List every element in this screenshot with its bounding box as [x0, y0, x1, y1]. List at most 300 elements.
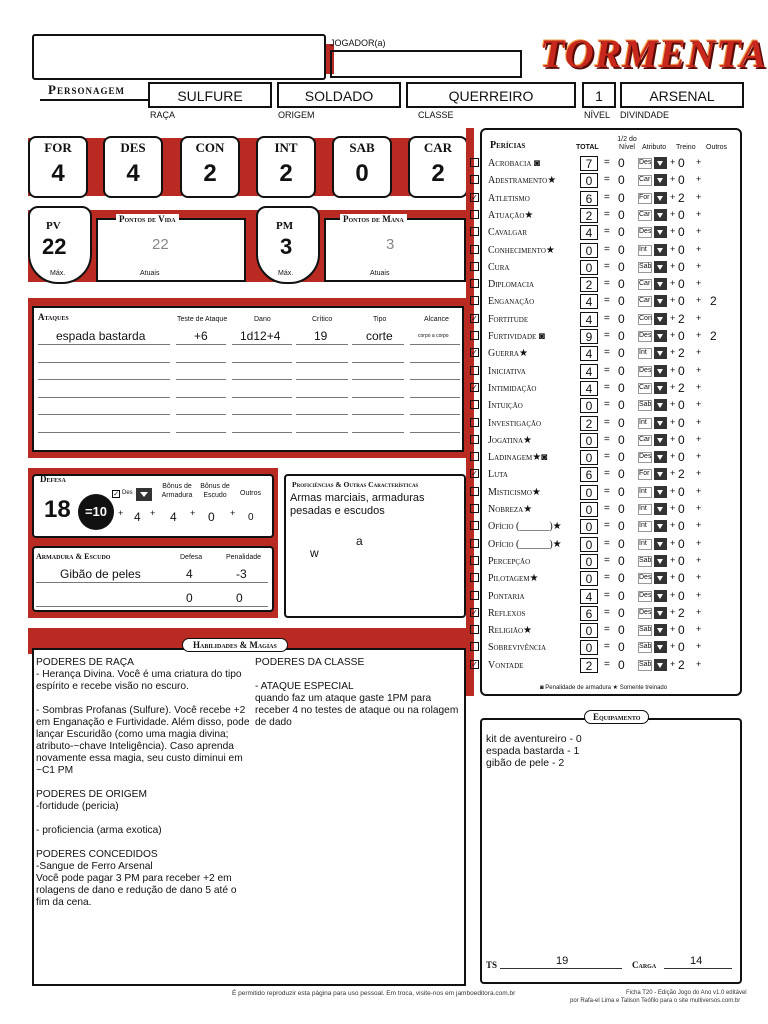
skill-row: [470, 398, 740, 415]
skill-trained-checkbox[interactable]: [470, 504, 479, 513]
skill-trained-checkbox[interactable]: [470, 331, 479, 340]
attack-line: [296, 344, 348, 345]
skill-attribute-dropdown[interactable]: [654, 572, 667, 584]
skill-attribute-dropdown[interactable]: [654, 157, 667, 169]
pm-current-label: Atuais: [370, 270, 390, 277]
skill-attribute-dropdown[interactable]: [654, 451, 667, 463]
skill-total[interactable]: 0: [580, 640, 598, 655]
skill-attribute-dropdown[interactable]: [654, 538, 667, 550]
skill-name: Investigação: [488, 417, 542, 429]
attacks-title: Ataques: [38, 312, 69, 322]
skill-training[interactable]: 0: [678, 242, 685, 257]
skill-total[interactable]: 4: [580, 364, 598, 379]
skill-name: Furtividade ◙: [488, 331, 545, 342]
shield-bonus-value[interactable]: 0: [208, 510, 215, 524]
skill-training[interactable]: 0: [678, 450, 685, 465]
pm-max-value: 3: [280, 234, 293, 259]
skill-half-level[interactable]: 0: [618, 640, 625, 655]
skill-total[interactable]: 0: [580, 554, 598, 569]
skill-attribute: Int: [638, 521, 652, 532]
skill-row: [470, 277, 740, 294]
skill-total[interactable]: 2: [580, 277, 598, 292]
skill-half-level[interactable]: 0: [618, 623, 625, 638]
skill-total[interactable]: 4: [580, 312, 598, 327]
ts-value[interactable]: 19: [556, 955, 569, 967]
skill-training[interactable]: 2: [678, 605, 685, 620]
classe-field[interactable]: [406, 82, 576, 108]
skill-attribute-dropdown[interactable]: [654, 590, 667, 602]
skill-half-level[interactable]: 0: [618, 156, 625, 170]
skill-trained-checkbox[interactable]: [470, 227, 479, 236]
attribute-name: DES: [120, 140, 146, 155]
skill-attribute-dropdown[interactable]: [654, 365, 667, 377]
skill-attribute-dropdown[interactable]: [654, 261, 667, 273]
skill-half-level[interactable]: 0: [618, 502, 625, 516]
attack-type[interactable]: corte: [366, 329, 393, 343]
skill-training[interactable]: 2: [678, 190, 685, 205]
skill-name: Ofício (______)★: [488, 521, 562, 533]
attribute-3[interactable]: [256, 136, 316, 198]
skill-trained-checkbox[interactable]: ✓: [471, 382, 478, 392]
attack-header-test: Teste de Ataque: [177, 316, 228, 323]
skill-attribute-dropdown[interactable]: [654, 174, 667, 186]
divindade-label: DIVINDADE: [620, 110, 670, 120]
plus-sign: +: [670, 589, 676, 600]
attack-name[interactable]: espada bastarda: [56, 329, 146, 343]
skill-training[interactable]: 0: [678, 640, 685, 655]
skill-training[interactable]: 0: [678, 588, 685, 603]
skill-trained-checkbox[interactable]: [470, 573, 479, 582]
skill-total[interactable]: 4: [580, 346, 598, 361]
pm-title: Pontos de Mana: [340, 214, 407, 224]
skill-total[interactable]: 0: [580, 502, 598, 517]
attack-line: [296, 432, 348, 433]
attribute-value[interactable]: 0: [355, 160, 369, 187]
skill-training[interactable]: 2: [678, 311, 685, 326]
skill-total[interactable]: 4: [580, 589, 598, 604]
attribute-name: FOR: [44, 140, 72, 155]
skill-half-level[interactable]: 0: [618, 605, 625, 620]
skill-half-level[interactable]: 0: [618, 225, 625, 240]
skill-total[interactable]: 0: [580, 519, 598, 534]
equipment-text[interactable]: kit de aventureiro - 0 espada bastarda - 1 gibão de pele - 2: [486, 733, 582, 769]
skill-trained-checkbox[interactable]: [470, 556, 479, 565]
plus-sign: +: [696, 554, 702, 565]
equals-sign: =: [604, 468, 610, 480]
equals-sign: =: [604, 226, 610, 238]
skill-attribute-dropdown[interactable]: [654, 226, 667, 238]
skill-attribute: Des: [638, 591, 652, 602]
skill-total[interactable]: 0: [580, 173, 598, 188]
skill-total[interactable]: 0: [580, 433, 598, 448]
divindade-value: ARSENAL: [649, 88, 715, 104]
character-name-field[interactable]: [32, 34, 326, 80]
skill-row: [470, 208, 740, 225]
pv-current-field[interactable]: [96, 218, 246, 282]
attack-header-type: Tipo: [373, 316, 387, 323]
skill-attribute-dropdown[interactable]: [654, 330, 667, 342]
divindade-field[interactable]: [620, 82, 744, 108]
skill-half-level[interactable]: 0: [618, 484, 625, 499]
proficiencies-text[interactable]: Armas marciais, armaduras pesadas e escudos: [290, 492, 425, 517]
skill-attribute-dropdown[interactable]: [654, 486, 667, 498]
skills-header-half-level: 1/2 do Nível: [617, 136, 637, 151]
skill-total[interactable]: 4: [580, 294, 598, 309]
skill-total[interactable]: 2: [580, 208, 598, 223]
pv-title: Pontos de Vida: [116, 214, 179, 224]
skill-row: [470, 225, 740, 242]
attack-line: [176, 397, 226, 398]
skill-name: Percepção: [488, 555, 531, 567]
skill-attribute: Des: [638, 158, 652, 169]
plus-sign: +: [670, 554, 676, 565]
skill-training[interactable]: 0: [678, 484, 685, 499]
skill-attribute: Int: [638, 487, 652, 498]
plus-sign: +: [670, 606, 676, 617]
skill-trained-checkbox[interactable]: ✓: [471, 659, 478, 669]
skill-trained-checkbox[interactable]: ✓: [471, 348, 478, 358]
attribute-2[interactable]: [180, 136, 240, 198]
skill-attribute: Int: [638, 245, 652, 256]
skill-training[interactable]: 0: [678, 156, 685, 170]
skill-attribute: Int: [638, 348, 652, 359]
skill-half-level[interactable]: 0: [618, 363, 625, 378]
skill-name: Conhecimento★: [488, 244, 555, 256]
equals-sign: =: [604, 399, 610, 411]
skill-training[interactable]: 2: [678, 467, 685, 482]
skill-trained-checkbox[interactable]: [470, 279, 479, 288]
skill-row: [470, 606, 740, 623]
attack-crit[interactable]: 19: [314, 329, 328, 343]
plus-sign: +: [696, 312, 702, 323]
attribute-value[interactable]: 2: [279, 160, 293, 187]
skill-total[interactable]: 0: [580, 450, 598, 465]
skill-training[interactable]: 0: [678, 363, 685, 378]
skill-attribute-dropdown[interactable]: [654, 468, 667, 480]
skill-trained-checkbox[interactable]: [470, 400, 479, 409]
skill-training[interactable]: 0: [678, 623, 685, 638]
skill-trained-checkbox[interactable]: [470, 210, 479, 219]
skill-name: Reflexos: [488, 607, 526, 619]
skill-trained-checkbox[interactable]: ✓: [471, 607, 478, 617]
skill-name: Iniciativa: [488, 365, 526, 377]
equals-sign: =: [604, 589, 610, 601]
skill-trained-checkbox[interactable]: [470, 591, 479, 600]
attack-damage[interactable]: 1d12+4: [240, 329, 281, 343]
skill-total[interactable]: 0: [580, 571, 598, 586]
skill-attribute-dropdown[interactable]: [654, 192, 667, 204]
skill-training[interactable]: 0: [678, 415, 685, 430]
attack-line: [352, 397, 404, 398]
abilities-title-text: Habilidades & Magias: [193, 640, 277, 650]
origem-value: SOLDADO: [304, 88, 374, 104]
nivel-field[interactable]: [582, 82, 616, 108]
skill-attribute: Con: [638, 314, 652, 325]
armor-line-1: [36, 582, 268, 583]
skill-trained-checkbox[interactable]: [470, 366, 479, 375]
defense-attr-label: Des: [122, 490, 133, 496]
skill-total[interactable]: 0: [580, 260, 598, 275]
attribute-value[interactable]: 4: [126, 160, 140, 187]
defense-others-value[interactable]: 0: [248, 512, 254, 523]
skill-attribute-dropdown[interactable]: [654, 624, 667, 636]
plus-sign: +: [696, 520, 702, 531]
skill-attribute: Sab: [638, 556, 652, 567]
skill-trained-checkbox[interactable]: [470, 245, 479, 254]
attribute-0[interactable]: [28, 136, 88, 198]
skill-trained-checkbox[interactable]: [470, 625, 479, 634]
skill-attribute-dropdown[interactable]: [654, 641, 667, 653]
skill-attribute-dropdown[interactable]: [654, 607, 667, 619]
skill-trained-checkbox[interactable]: [470, 418, 479, 427]
armor-row-1-name[interactable]: Gibão de peles: [60, 567, 141, 581]
skill-total[interactable]: 6: [580, 606, 598, 621]
plus-sign: +: [670, 658, 676, 669]
skills-header-attribute: Atributo: [642, 144, 667, 151]
attack-line: [176, 432, 226, 433]
skill-attribute-dropdown[interactable]: [654, 313, 667, 325]
attack-line: [232, 432, 292, 433]
equals-sign: =: [604, 572, 610, 584]
skill-row: [470, 416, 740, 433]
skill-total[interactable]: 4: [580, 381, 598, 396]
skill-half-level[interactable]: 0: [618, 242, 625, 257]
skill-attribute-dropdown[interactable]: [654, 295, 667, 307]
skill-half-level[interactable]: 0: [618, 294, 625, 309]
skill-training[interactable]: 2: [678, 657, 685, 672]
skill-training[interactable]: 0: [678, 329, 685, 343]
attack-line: [38, 379, 170, 380]
skill-row: [470, 156, 740, 173]
skills-header-others: Outros: [706, 144, 728, 151]
armor-row-2-penalidade[interactable]: 0: [236, 591, 243, 605]
defense-attr-dropdown[interactable]: [136, 488, 152, 501]
skill-total[interactable]: 0: [580, 243, 598, 258]
skill-half-level[interactable]: 0: [618, 588, 625, 603]
skill-attribute-dropdown[interactable]: [654, 399, 667, 411]
skill-training[interactable]: 0: [678, 432, 685, 447]
skills-title: Perícias: [490, 140, 526, 151]
attribute-5[interactable]: [408, 136, 468, 198]
skill-total[interactable]: 6: [580, 467, 598, 482]
skill-half-level[interactable]: 0: [618, 346, 625, 361]
equipment-title: [584, 710, 649, 724]
armor-row-1-penalidade[interactable]: -3: [236, 567, 247, 581]
skill-row: [470, 450, 740, 467]
skill-half-level[interactable]: 0: [618, 536, 625, 551]
plus-sign: +: [670, 451, 676, 462]
skill-half-level[interactable]: 0: [618, 571, 625, 586]
skill-half-level[interactable]: 0: [618, 467, 625, 482]
skill-total[interactable]: 9: [580, 329, 598, 344]
skill-half-level[interactable]: 0: [618, 259, 625, 274]
skill-total[interactable]: 0: [580, 398, 598, 413]
skill-trained-checkbox[interactable]: [470, 175, 479, 184]
skill-trained-checkbox[interactable]: [470, 487, 479, 496]
skill-name: Cavalgar: [488, 227, 528, 239]
skill-trained-checkbox[interactable]: [470, 262, 479, 271]
attack-header-range: Alcance: [424, 316, 449, 323]
skill-total[interactable]: 2: [580, 658, 598, 673]
armor-bonus-value[interactable]: 4: [170, 510, 177, 524]
skill-attribute-dropdown[interactable]: [654, 244, 667, 256]
skill-half-level[interactable]: 0: [618, 173, 625, 188]
attack-line: [176, 414, 226, 415]
equals-sign: =: [604, 295, 610, 307]
skill-row: [470, 589, 740, 606]
skill-training[interactable]: 0: [678, 294, 685, 309]
carga-value[interactable]: 14: [690, 955, 703, 967]
skill-attribute-dropdown[interactable]: [654, 555, 667, 567]
attack-line: [410, 414, 460, 415]
skill-training[interactable]: 0: [678, 225, 685, 240]
skill-half-level[interactable]: 0: [618, 190, 625, 205]
skill-attribute-dropdown[interactable]: [654, 382, 667, 394]
skill-name: Sobrevivência: [488, 642, 547, 654]
skill-row: [470, 485, 740, 502]
skill-attribute-dropdown[interactable]: [654, 209, 667, 221]
defense-attr-checkbox[interactable]: ✓: [113, 491, 119, 498]
skill-total[interactable]: 2: [580, 416, 598, 431]
skill-others[interactable]: 2: [710, 294, 717, 309]
skill-half-level[interactable]: 0: [618, 657, 625, 672]
skill-training[interactable]: 0: [678, 553, 685, 568]
skill-trained-checkbox[interactable]: ✓: [471, 313, 478, 323]
skill-attribute-dropdown[interactable]: [654, 278, 667, 290]
attribute-4[interactable]: [332, 136, 392, 198]
skill-attribute-dropdown[interactable]: [654, 659, 667, 671]
skill-total[interactable]: 4: [580, 225, 598, 240]
skill-trained-checkbox[interactable]: [470, 452, 479, 461]
skill-row: [470, 260, 740, 277]
attack-range[interactable]: corpo a corpo: [418, 333, 449, 339]
footer-right-1: Ficha T20 - Edição Jogo do Ano v1.0 editável: [626, 990, 747, 996]
skill-training[interactable]: 0: [678, 536, 685, 551]
plus-sign: +: [696, 191, 702, 202]
skill-trained-checkbox[interactable]: ✓: [471, 192, 478, 202]
skill-attribute: Sab: [638, 262, 652, 273]
plus-sign: +: [670, 191, 676, 202]
plus-sign: +: [696, 485, 702, 496]
defense-attr-value[interactable]: 4: [134, 510, 141, 524]
attack-line: [410, 362, 460, 363]
skill-half-level[interactable]: 0: [618, 415, 625, 430]
skill-attribute: Des: [638, 227, 652, 238]
skill-training[interactable]: 0: [678, 173, 685, 188]
skill-training[interactable]: 0: [678, 259, 685, 274]
equals-sign: =: [604, 433, 610, 445]
skill-half-level[interactable]: 0: [618, 432, 625, 447]
skill-attribute-dropdown[interactable]: [654, 347, 667, 359]
skill-training[interactable]: 0: [678, 502, 685, 516]
pm-current-field[interactable]: [324, 218, 466, 282]
armor-line-2: [36, 606, 268, 607]
attack-line: [352, 379, 404, 380]
defense-base-circle: [78, 494, 114, 530]
skill-trained-checkbox[interactable]: [470, 296, 479, 305]
skill-row: [470, 658, 740, 675]
skill-trained-checkbox[interactable]: ✓: [471, 469, 478, 479]
attribute-value[interactable]: 2: [203, 160, 217, 187]
skill-total[interactable]: 7: [580, 156, 598, 171]
skill-attribute-dropdown[interactable]: [654, 434, 667, 446]
skill-attribute: For: [638, 193, 652, 204]
attack-line: [232, 362, 292, 363]
skill-trained-checkbox[interactable]: [470, 158, 479, 167]
skill-half-level[interactable]: 0: [618, 329, 625, 343]
personagem-underline: [40, 99, 150, 101]
attribute-1[interactable]: [103, 136, 163, 198]
plus-sign: +: [670, 157, 676, 167]
pv-current-label: Atuais: [140, 270, 160, 277]
skill-total[interactable]: 0: [580, 623, 598, 638]
skill-half-level[interactable]: 0: [618, 380, 625, 395]
skill-name: Vontade: [488, 659, 524, 671]
skill-attribute-dropdown[interactable]: [654, 417, 667, 429]
skill-total[interactable]: 0: [580, 485, 598, 500]
skill-trained-checkbox[interactable]: [470, 521, 479, 530]
skill-training[interactable]: 0: [678, 571, 685, 586]
skill-half-level[interactable]: 0: [618, 311, 625, 326]
pm-max-label: Máx.: [278, 270, 294, 277]
plus-sign: +: [670, 312, 676, 323]
skill-half-level[interactable]: 0: [618, 207, 625, 222]
skill-name: Ofício (______)★: [488, 538, 562, 550]
raca-field[interactable]: [148, 82, 272, 108]
attribute-value[interactable]: 4: [51, 160, 65, 187]
skill-training[interactable]: 2: [678, 346, 685, 361]
equals-sign: =: [604, 520, 610, 532]
skill-training[interactable]: 0: [678, 398, 685, 413]
skill-half-level[interactable]: 0: [618, 450, 625, 465]
skill-attribute-dropdown[interactable]: [654, 520, 667, 532]
attack-line: [38, 362, 170, 363]
skill-training[interactable]: 0: [678, 519, 685, 534]
armor-row-1-defesa[interactable]: 4: [186, 567, 193, 581]
raca-label: RAÇA: [150, 110, 176, 120]
skill-name: Diplomacia: [488, 279, 535, 291]
skill-others[interactable]: 2: [710, 329, 717, 343]
skill-trained-checkbox[interactable]: [470, 642, 479, 651]
skill-trained-checkbox[interactable]: [470, 435, 479, 444]
skill-half-level[interactable]: 0: [618, 398, 625, 413]
origem-field[interactable]: [277, 82, 401, 108]
attack-test[interactable]: +6: [194, 329, 208, 343]
skill-total[interactable]: 6: [580, 191, 598, 206]
skill-half-level[interactable]: 0: [618, 519, 625, 534]
attribute-value[interactable]: 2: [431, 160, 445, 187]
skill-training[interactable]: 0: [678, 277, 685, 292]
plus-sign: +: [696, 330, 702, 340]
equals-sign: =: [604, 312, 610, 324]
plus-sign: +: [696, 399, 702, 410]
skill-attribute: For: [638, 469, 652, 480]
armor-row-2-defesa[interactable]: 0: [186, 591, 193, 605]
abilities-right-text[interactable]: PODERES DA CLASSE - ATAQUE ESPECIAL quando faz um ataque gaste 1PM para receber 4 no testes de ataque ou na rolagem de dado: [255, 657, 459, 728]
skill-half-level[interactable]: 0: [618, 277, 625, 292]
skill-total[interactable]: 0: [580, 537, 598, 552]
footer-right-2: por Rafa-el Lima e Talison Teófilo para o site multiversos.com.br: [570, 998, 741, 1004]
jogador-field[interactable]: [330, 50, 522, 78]
skill-training[interactable]: 0: [678, 207, 685, 222]
skill-half-level[interactable]: 0: [618, 553, 625, 568]
abilities-left-text[interactable]: PODERES DE RAÇA - Herança Divina. Você é uma criatura do tipo espírito e recebe visão no escuro. - Sombras Profanas (Sulfure). Você recebe +2 em Enganação e Furtividade. Além disso, pode lançar Escuridão (como uma magia divina; atributo-~chave Inteligência). Caso aprenda novamente essa magia, seu custo diminui em ~C1 PM PODERES DE ORIGEM -fortidude (pericia) - proficiencia (arma exotica) PODERES CONCEDIDOS -Sangue de Ferro Arsenal Você pode pagar 3 PM para receber +2 em rolagens de dano e redução de dano 5 até o fim da cena.: [36, 657, 250, 908]
skill-training[interactable]: 2: [678, 380, 685, 395]
skill-attribute-dropdown[interactable]: [654, 503, 667, 515]
skill-trained-checkbox[interactable]: [470, 539, 479, 548]
carga-label: Carga: [632, 960, 657, 970]
skill-attribute: Des: [638, 452, 652, 463]
